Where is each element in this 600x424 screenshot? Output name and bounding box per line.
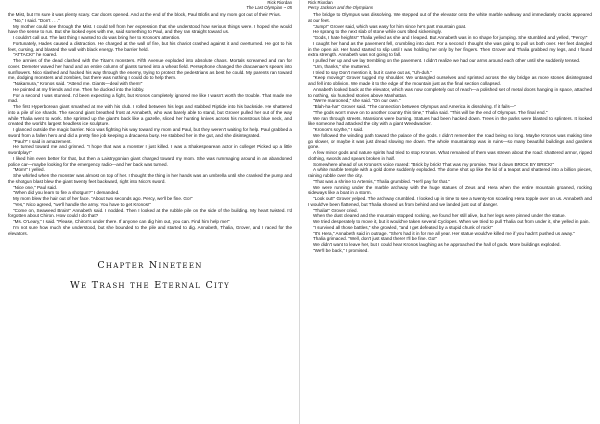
paragraph: "Yes," Nico agreed, "we'll handle the army. You have to get Kronos!"	[13, 201, 151, 207]
paragraph: A white marble temple with a gold dome suddenly exploded. The dome shot up like the lid of a teapot and shattered into a billion pieces, raining rubble over the city.	[308, 167, 592, 178]
paragraph: "Paul?" I said in amazement.	[13, 138, 72, 144]
left-header-author: Rick Riordan	[267, 0, 292, 5]
paragraph: "When did you learn to fire a shotgun?" I demanded.	[13, 190, 120, 196]
paragraph: We were running under the marble archway with the huge statues of Zeus and Hera when the entire mountain groaned, rocking sideways like a boat in a storm.	[308, 184, 592, 196]
paragraph: "Keep moving!" Grover tugged my shoulder. We untangled ourselves and sprinted across the sky bridge as more stones disintegrated and fell into oblivion. We made it to the edge of the mountain just as the final section collapsed.	[308, 75, 592, 86]
left-page-header	[8, 0, 292, 12]
chapter-title: We Trash the Eternal City	[69, 280, 231, 292]
paragraph: "We're marooned," she said. "On our own."	[313, 98, 401, 104]
paragraph: We tried desperately to move it, but it would've taken several Cyclopes. When we tried to pull Thalia out from under it, she yelled in pain.	[313, 219, 590, 224]
paragraph: For a second I was stunned. I'd been expecting a fight, but Kronos completely ignored me like I wasn't worth the trouble. That made me mad.	[8, 92, 292, 104]
paragraph: "No," I said. "Don't . . ."	[13, 17, 60, 23]
paragraph: "ATTACK!" he roared.	[13, 52, 58, 58]
paragraph: She whirled when the monster was almost on top of her. I thought the thing in her hands was an umbrella until she cranked the pump and the shotgun blast blew the giant twenty feet backward, right into Nico's sword.	[8, 173, 292, 184]
paragraph: My mother could see through the Mist. I could tell from her expression that she understood how serious things were. I hoped she would have the sense to run. But she looked eyes with me, said something to Paul, and they ran straight toward us.	[8, 23, 292, 35]
paragraph: We ran through streets. Mansions were burning. Statues had been hacked down. Trees in the parks were blasted to splinters. It looked like someone had attacked the city with a giant Weedwacker.	[308, 115, 592, 127]
paragraph: The bridge to Olympus was dissolving. We stepped out of the elevator onto the white marble walkway and immediately cracks appeared at our feet.	[308, 12, 592, 23]
paragraph: "Kronos's scythe," I said.	[313, 127, 364, 132]
paragraph: Thalia grimaced. "Well, don't just stand there! I'll be fine. Go!"	[313, 236, 438, 242]
paragraph: My mom blew the hair out of her face. "About two seconds ago. Percy, we'll be fine. Go!"	[13, 196, 193, 201]
paragraph: Somewhere ahead of us Kronos's voice roared: "Brick by brick! That was my promise. Tear it down BRICK BY BRICK!"	[313, 161, 555, 167]
right-header-book-title: Percy Jackson and the Olympians	[308, 4, 373, 10]
paragraph: "We'll be back," I promised.	[313, 247, 369, 253]
paragraph: I liked him even better for that, but then a Laistrygonian giant charged toward my mom. She was rummaging around in an abandoned police car—maybe looking for the emergency radio—and her back was turned.	[8, 155, 292, 167]
paragraph: I couldn't call out. The last thing I wanted to do was bring her to Kronos's attention.	[13, 35, 181, 40]
paragraph: The armies of the dead clashed with the Titan's monsters. Fifth Avenue exploded into absolute chaos. Mortals screamed and ran for cover. Demeter waved her hand and an entire column of giants turned into a wheat field. Persephone changed the dracaenae's spears into sunflowers. Nico slashed and hacked his way through the enemy, trying to protect the pedestrians as best he could. My parents ran toward me, dodging monsters and zombies, but there was nothing I could do to help them.	[8, 58, 292, 81]
left-page-body	[8, 12, 292, 236]
paragraph: "It's Hera," Annabeth said in outrage. "She's had it in for me all year. Her statue would've killed me if you hadn't pushed us away."	[313, 230, 575, 236]
right-page-header	[308, 0, 592, 12]
paragraph: We followed the winding path toward the palace of the gods. I didn't remember the road being so long. Maybe Kronos was making time go slower, or maybe it was just dread slowing me down. The whole mountaintop was in ruins—so many beautiful buildings and gardens gone.	[308, 132, 592, 150]
right-page-body	[308, 12, 592, 254]
paragraph: "Nakamura," Kronos said. "Attend me. Giants—deal with them!"	[13, 81, 143, 86]
paragraph: "Ms. O'Leary," I said. "Please, Chiron's under there. If anyone can dig him out, you can. Find him help me!"	[13, 219, 230, 224]
paragraph: The first Hyperborean giant smashed at me with his club. I rolled between his legs and stabbed Riptide into his backside. He shattered into a pile of ice shards. The second giant breathed frost at Annabeth, who was barely able to stand, but Grover pulled her out of the way while Thalia went to work. She sprinted up the giant's back like a gazelle, sliced her hunting knives across his monstrous blue neck, and created the world's largest headless ice sculpture.	[8, 104, 292, 127]
page-gutter	[299, 0, 300, 424]
paragraph: A few minor gods and nature spirits had tried to stop Kronos. What remained of them was strewn about the road: shattered armor, ripped clothing, swords and spears broken in half.	[308, 150, 592, 161]
paragraph: I caught her hand as the pavement fell, crumbling into dust. For a second I thought she was going to pull us both over. Her feet dangled in the open air. Her hand started to slip until I was holding her only by her fingers. Then Grover and Thalia grabbed my legs, and I found extra strength. Annabeth was not going to fall.	[308, 40, 592, 58]
paragraph: "Jump!" Grover said, which was easy for him since he's part mountain goat.	[313, 23, 467, 29]
right-header-author: Rick Riordan	[308, 0, 333, 5]
paragraph: "Thalia!" Grover cried.	[313, 207, 358, 213]
paragraph: the Mist, but I'm sure it was plenty scary. Car doors opened. And at the end of the block, Paul Blofis and my mom got out of their Prius.	[8, 12, 281, 17]
paragraph: "Mom!" I yelled.	[13, 167, 45, 173]
paragraph: "Gods, I hate heights!" Thalia yelled as she and I leaped. But Annabeth was in no shape for jumping. She stumbled and yelled, "Percy!"	[313, 35, 588, 40]
paragraph: "Nice one," Paul said.	[13, 184, 58, 190]
left-header-book-title: The Last Olympian ~ 05	[246, 4, 292, 10]
paragraph: "Look out!" Grover yelped. The archway crumbled. I looked up in time to see a twenty-ton scowling Hera topple over on us. Annabeth and I would've been flattened, but Thalia shoved us from behind and we landed just out of danger.	[308, 196, 592, 207]
paragraph: I pulled her up and we lay trembling on the pavement. I didn't realize we had our arms around each other until she suddenly tensed.	[313, 58, 581, 63]
paragraph: "That was a shrine to Artemis," Thalia grumbled. "He'll pay for that."	[313, 178, 450, 184]
left-page	[4, 0, 296, 424]
paragraph: I tried to say Don't mention it, but it came out as, "Uh-duh."	[313, 69, 433, 75]
paragraph: I'm not sure how much she understood, but she bounded to the pile and started to dig. Annabeth, Thalia, Grover, and I raced for the elevators.	[8, 224, 292, 236]
paragraph: "Um, thanks," she muttered.	[313, 63, 371, 69]
paragraph: "Blah-ha-ha!" Grover said. "The connection between Olympus and America is dissolving. If it fails—"	[313, 104, 516, 109]
paragraph: He turned toward me and grinned. "I hope that was a monster I just killed. I was a Shakespearean actor in college! Picked up a little swordplay!"	[8, 144, 292, 155]
paragraph: Annabeth looked back at the elevator, which was now completely out of reach—a polished set of metal doors hanging in space, attached to nothing, six hundred stories above Manhattan.	[308, 86, 592, 98]
paragraph: I glanced outside the magic barrier. Nico was fighting his way toward my mom and Paul, but they weren't waiting for help. Paul grabbed a sword from a fallen hero and did a pretty fine job keeping a dracaena busy. He stabbed her in the gut, and she disintegrated.	[8, 127, 292, 138]
paragraph: "I survived all those battles," she growled, "and I get defeated by a stupid chunk of rock!"	[313, 224, 493, 230]
paragraph: We didn't want to leave her, but I could hear Kronos laughing as he approached the hall of gods. More buildings exploded.	[313, 242, 561, 247]
paragraph: When the dust cleared and the mountain stopped rocking, we found her still alive, but her legs were pinned under the statue.	[313, 213, 566, 219]
paragraph: "Come on, Seaweed Brain!" Annabeth said. I nodded. Then I looked at the rubble pile on the side of the building. My heart twisted. I'd forgotten about Chiron. How could I do that?	[8, 207, 292, 219]
paragraph: "The gods won't move on to another country this time," Thalia said. "This will be the end of Olympus. The final end."	[313, 109, 548, 115]
chapter-heading: Chapter Nineteen	[97, 260, 203, 272]
paragraph: Fortunately, Hades caused a distraction. He charged at the wall of fire, but his chariot crashed against it and overturned. He got to his feet, cursing, and blasted the wall with black energy. The barrier held.	[8, 40, 292, 52]
paragraph: He pointed at my friends and me. Then he ducked into the lobby.	[13, 86, 145, 92]
paragraph: He sprang to the next slab of stone while ours tilted sickeningly.	[313, 29, 442, 35]
right-page	[304, 0, 596, 424]
